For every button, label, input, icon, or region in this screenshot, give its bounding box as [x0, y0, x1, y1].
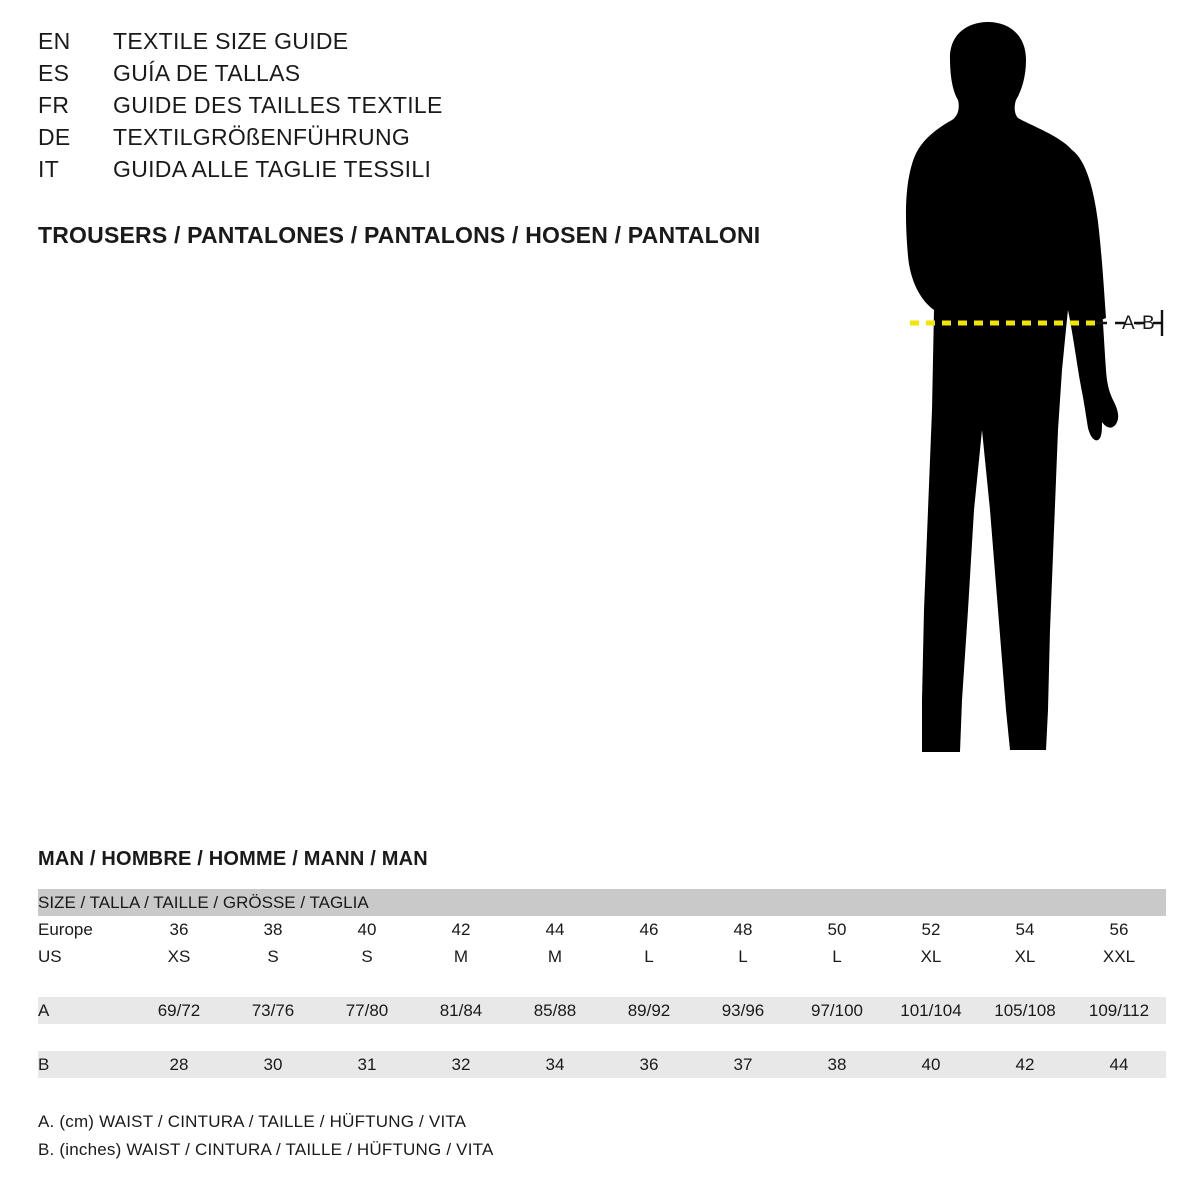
language-row: [38, 124, 798, 156]
table-cell: XL: [1014, 946, 1036, 966]
table-section-title: MAN / HOMBRE / HOMME / MANN / MAN: [38, 848, 428, 870]
table-cell: 42: [1015, 1054, 1035, 1074]
row-label: US: [38, 946, 62, 966]
table-cell: L: [738, 946, 748, 966]
language-row: [38, 28, 798, 60]
man-silhouette-figure: [810, 10, 1190, 800]
silhouette-shape: [906, 22, 1118, 752]
table-cell: S: [267, 946, 279, 966]
language-title: GUIDA ALLE TAGLIE TESSILI: [113, 156, 432, 182]
table-cell: 46: [639, 919, 659, 939]
garment-type-title: TROUSERS / PANTALONES / PANTALONS / HOSEN / PANTALONI: [38, 222, 761, 248]
table-cell: 101/104: [900, 1000, 962, 1020]
language-row: [38, 92, 798, 124]
table-cell: 28: [169, 1054, 189, 1074]
measure-label-ab: A-B: [1122, 313, 1156, 334]
table-cell: 89/92: [627, 1000, 671, 1020]
language-title: GUÍA DE TALLAS: [113, 60, 301, 86]
table-cell: 31: [357, 1054, 377, 1074]
table-row: [38, 916, 1166, 943]
table-cell: 109/112: [1088, 1000, 1150, 1020]
table-cell: 30: [263, 1054, 283, 1074]
table-cell: 36: [169, 919, 189, 939]
footnote-a: A. (cm) WAIST / CINTURA / TAILLE / HÜFTUNG / VITA: [38, 1112, 467, 1131]
table-cell: 48: [733, 919, 753, 939]
language-code: FR: [38, 92, 70, 118]
table-cell: 93/96: [721, 1000, 765, 1020]
language-code: EN: [38, 28, 71, 54]
table-cell: 40: [357, 919, 377, 939]
table-cell: 73/76: [251, 1000, 295, 1020]
table-cell: 37: [733, 1054, 753, 1074]
table-row: [38, 997, 1166, 1024]
table-divider: [38, 970, 1166, 997]
language-code: IT: [38, 156, 60, 182]
row-label: A: [38, 1000, 50, 1020]
table-cell: 38: [827, 1054, 847, 1074]
size-table-section: [38, 848, 1168, 1078]
table-cell: XS: [167, 946, 191, 966]
table-cell: 85/88: [533, 1000, 577, 1020]
table-cell: XL: [920, 946, 942, 966]
language-code: ES: [38, 60, 70, 86]
table-cell: 77/80: [345, 1000, 389, 1020]
table-cell: 52: [921, 919, 941, 939]
table-cell: 81/84: [439, 1000, 483, 1020]
table-cell: 44: [545, 919, 565, 939]
language-title: GUIDE DES TAILLES TEXTILE: [113, 92, 443, 118]
table-cell: 56: [1109, 919, 1129, 939]
table-cell: L: [644, 946, 654, 966]
language-row: [38, 60, 798, 92]
language-title: TEXTILGRÖßENFÜHRUNG: [113, 124, 411, 150]
table-cell: S: [361, 946, 373, 966]
table-header-row: [38, 889, 1166, 916]
table-cell: 97/100: [811, 1000, 863, 1020]
size-table: [38, 889, 1166, 1078]
table-row: [38, 943, 1166, 970]
table-cell: 34: [545, 1054, 565, 1074]
table-cell: M: [453, 946, 469, 966]
table-cell: L: [832, 946, 842, 966]
table-cell: 69/72: [157, 1000, 201, 1020]
table-cell: 32: [451, 1054, 471, 1074]
language-header-block: [38, 28, 798, 188]
table-cell: 42: [451, 919, 471, 939]
footnotes-block: [38, 1108, 938, 1164]
table-cell: M: [547, 946, 563, 966]
table-cell: 50: [827, 919, 847, 939]
table-cell: 40: [921, 1054, 941, 1074]
table-cell: 105/108: [994, 1000, 1056, 1020]
table-cell: XXL: [1102, 946, 1136, 966]
language-code: DE: [38, 124, 71, 150]
row-label: B: [38, 1054, 50, 1074]
table-header-label: SIZE / TALLA / TAILLE / GRÖSSE / TAGLIA: [38, 889, 1166, 916]
table-row: [38, 1051, 1166, 1078]
language-title: TEXTILE SIZE GUIDE: [113, 28, 349, 54]
footnote-b: B. (inches) WAIST / CINTURA / TAILLE / HÜFTUNG / VITA: [38, 1140, 494, 1159]
language-row: [38, 156, 798, 188]
table-cell: 44: [1109, 1054, 1129, 1074]
table-cell: 38: [263, 919, 283, 939]
row-label: Europe: [38, 919, 93, 939]
table-divider: [38, 1024, 1166, 1051]
table-cell: 54: [1015, 919, 1035, 939]
table-cell: 36: [639, 1054, 659, 1074]
